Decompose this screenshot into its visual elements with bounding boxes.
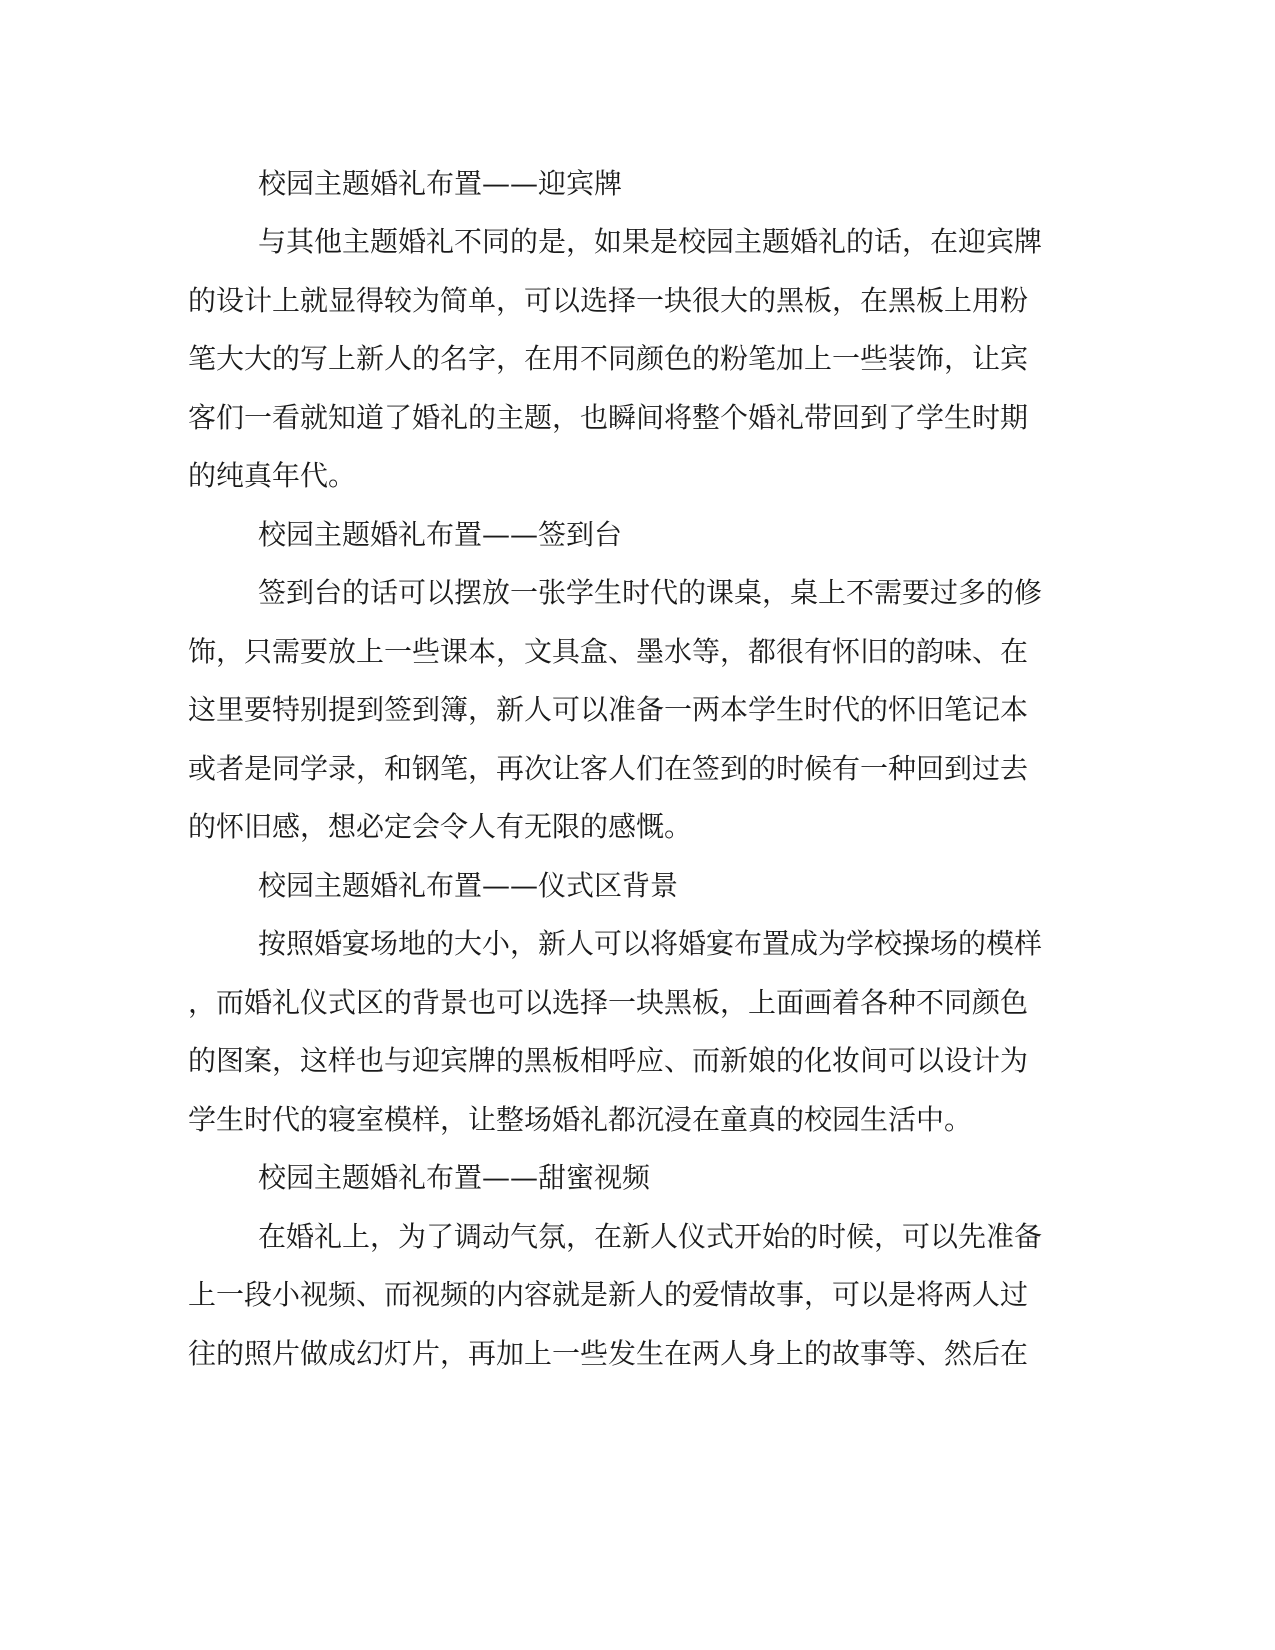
paragraph-line: 客们一看就知道了婚礼的主题，也瞬间将整个婚礼带回到了学生时期 xyxy=(188,401,1029,434)
section-heading: 校园主题婚礼布置——签到台 xyxy=(258,518,623,551)
section-heading: 校园主题婚礼布置——甜蜜视频 xyxy=(258,1161,651,1194)
paragraph-line: 的怀旧感，想必定会令人有无限的感慨。 xyxy=(188,810,693,843)
paragraph-line: 往的照片做成幻灯片，再加上一些发生在两人身上的故事等、然后在 xyxy=(188,1337,1029,1370)
paragraph-line: 的纯真年代。 xyxy=(188,459,357,492)
paragraph-line: 的设计上就显得较为简单，可以选择一块很大的黑板，在黑板上用粉 xyxy=(188,284,1029,317)
paragraph-line: 笔大大的写上新人的名字，在用不同颜色的粉笔加上一些装饰，让宾 xyxy=(188,342,1029,375)
section-heading: 校园主题婚礼布置——仪式区背景 xyxy=(258,869,679,902)
paragraph-line: 与其他主题婚礼不同的是，如果是校园主题婚礼的话，在迎宾牌 xyxy=(258,225,1043,258)
paragraph-line: 在婚礼上，为了调动气氛，在新人仪式开始的时候，可以先准备 xyxy=(258,1220,1043,1253)
paragraph-line: 上一段小视频、而视频的内容就是新人的爱情故事，可以是将两人过 xyxy=(188,1278,1029,1311)
paragraph-line: 或者是同学录，和钢笔，再次让客人们在签到的时候有一种回到过去 xyxy=(188,752,1029,785)
paragraph-line: 这里要特别提到签到簿，新人可以准备一两本学生时代的怀旧笔记本 xyxy=(188,693,1029,726)
paragraph-line: 的图案，这样也与迎宾牌的黑板相呼应、而新娘的化妆间可以设计为 xyxy=(188,1044,1029,1077)
paragraph-line: ，而婚礼仪式区的背景也可以选择一块黑板，上面画着各种不同颜色 xyxy=(188,986,1029,1019)
paragraph-line: 饰，只需要放上一些课本，文具盒、墨水等，都很有怀旧的韵味、在 xyxy=(188,635,1029,668)
paragraph-line: 按照婚宴场地的大小，新人可以将婚宴布置成为学校操场的模样 xyxy=(258,927,1043,960)
paragraph-line: 学生时代的寝室模样，让整场婚礼都沉浸在童真的校园生活中。 xyxy=(188,1103,973,1136)
paragraph-line: 签到台的话可以摆放一张学生时代的课桌，桌上不需要过多的修 xyxy=(258,576,1043,609)
section-heading: 校园主题婚礼布置——迎宾牌 xyxy=(258,167,623,200)
